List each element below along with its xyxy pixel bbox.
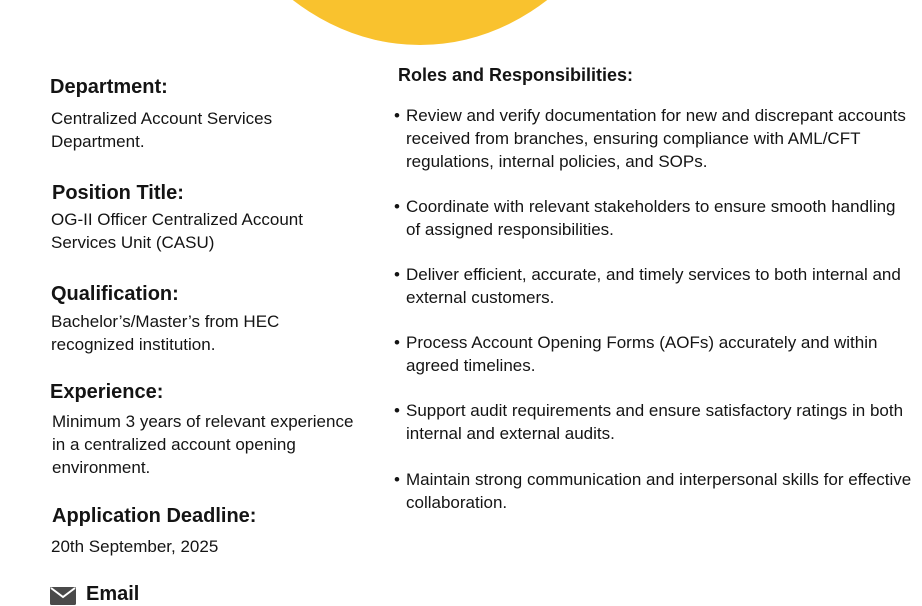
bullet-mark: • <box>394 470 400 489</box>
roles-column <box>394 0 922 600</box>
role-item <box>394 263 912 309</box>
bullet-mark: • <box>394 197 400 216</box>
role-text: Maintain strong communication and interpersonal skills for effective collaboration. <box>406 470 912 512</box>
bullet-mark: • <box>394 265 400 284</box>
bullet-mark: • <box>394 106 400 125</box>
job-details-column <box>0 0 390 605</box>
roles-heading: Roles and Responsibilities: <box>398 65 634 85</box>
bullet-mark: • <box>394 333 400 352</box>
qualification-heading: Qualification: <box>51 283 179 305</box>
role-item <box>394 331 912 377</box>
application-deadline-text: 20th September, 2025 <box>51 537 219 556</box>
experience-text: Minimum 3 years of relevant experience in a centralized account opening environment. <box>52 412 354 477</box>
qualification-text: Bachelor’s/Master’s from HEC recognized institution. <box>51 312 280 354</box>
role-text: Support audit requirements and ensure satisfactory ratings in both internal and external audits. <box>406 401 904 443</box>
experience-heading: Experience: <box>50 381 164 403</box>
role-item <box>394 399 912 445</box>
role-item <box>394 104 912 173</box>
department-text: Centralized Account Services Department. <box>51 109 273 151</box>
application-deadline-heading: Application Deadline: <box>52 505 257 527</box>
bullet-mark: • <box>394 401 400 420</box>
role-text: Process Account Opening Forms (AOFs) accurately and within agreed timelines. <box>406 333 878 375</box>
role-text: Deliver efficient, accurate, and timely services to both internal and external customers. <box>406 265 901 307</box>
position-title-text: OG-II Officer Centralized Account Services Unit (CASU) <box>51 210 303 252</box>
role-item <box>394 468 912 514</box>
role-text: Review and verify documentation for new and discrepant accounts received from branches, ensuring compliance with AML/CFT regulations, internal policies, and SOPs. <box>406 106 906 171</box>
email-label[interactable]: Email <box>86 583 140 605</box>
department-heading: Department: <box>50 76 168 98</box>
position-title-heading: Position Title: <box>52 182 184 204</box>
envelope-icon <box>50 587 76 605</box>
role-item <box>394 195 912 241</box>
role-text: Coordinate with relevant stakeholders to ensure smooth handling of assigned responsibilities. <box>406 197 896 239</box>
